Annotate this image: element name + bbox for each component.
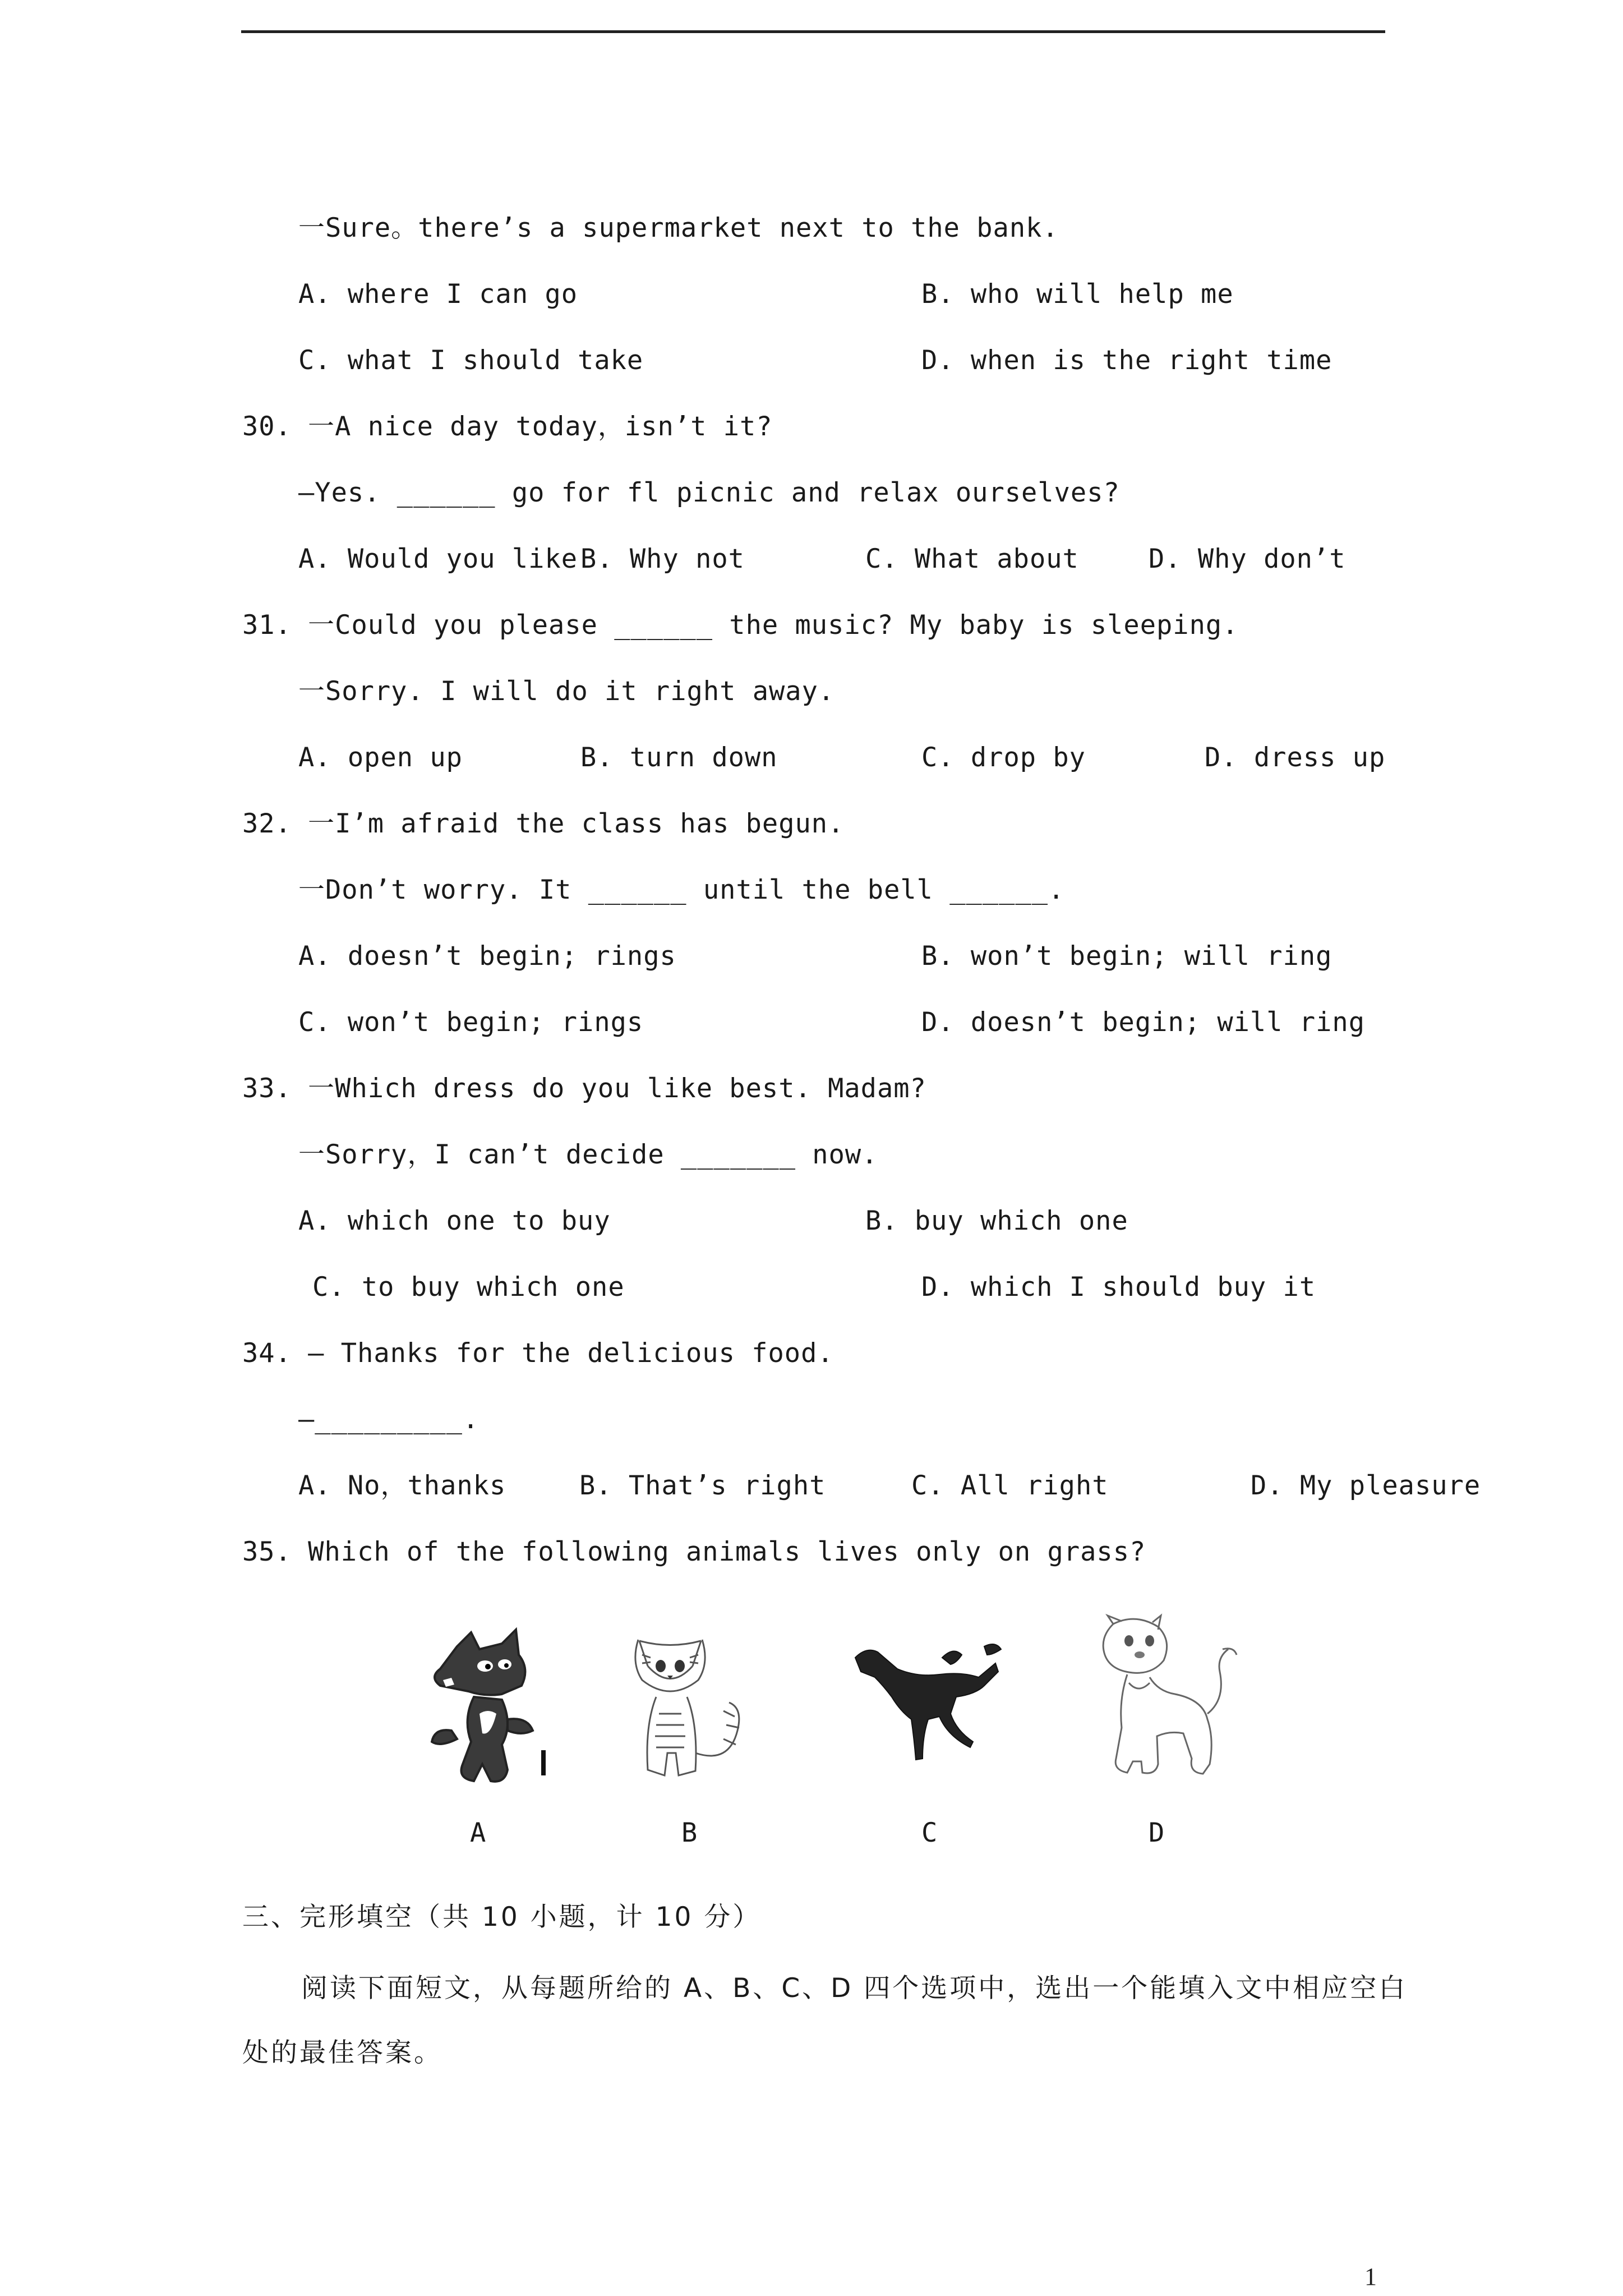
section-instruction-line2: 处的最佳答案。 [242, 2037, 442, 2068]
section-instruction-line1: 阅读下面短文，从每题所给的 A、B、C、D 四个选项中，选出一个能填入文中相应空白 [301, 1973, 1408, 2004]
q30-option-a: A. Would you like [298, 544, 578, 574]
q32-question: 32. 一I’m afraid the class has begun. [242, 808, 845, 839]
q33-response: 一Sorry，I can’t decide _______ now. [298, 1139, 878, 1170]
horse-icon [844, 1624, 1007, 1770]
section-heading: 三、完形填空（共 10 小题，计 10 分） [242, 1902, 762, 1932]
q33-question: 33. 一Which dress do you like best. Madam? [242, 1073, 926, 1104]
wolf-icon [418, 1624, 558, 1792]
q35-label-a: A [470, 1818, 487, 1848]
q35-label-d: D [1149, 1818, 1165, 1848]
q30-question: 30. 一A nice day today，isn’t it? [242, 411, 773, 442]
q34-option-d: D. My pleasure [1251, 1470, 1481, 1501]
q32-option-b: B. won’t begin; will ring [921, 941, 1332, 972]
q29-option-c: C. what I should take [298, 345, 644, 376]
q33-option-a: A. which one to buy [298, 1205, 611, 1236]
q30-response: —Yes. ______ go for fl picnic and relax ourselves? [298, 477, 1120, 508]
q30-option-b: B. Why not [580, 544, 745, 574]
q34-response: —_________. [298, 1404, 479, 1435]
q33-option-d: D. which I should buy it [921, 1272, 1316, 1303]
q34-option-b: B. That’s right [579, 1470, 826, 1501]
q30-option-c: C. What about [865, 544, 1079, 574]
q31-option-b: B. turn down [580, 742, 778, 773]
q33-option-b: B. buy which one [865, 1205, 1128, 1236]
q32-option-d: D. doesn’t begin; will ring [921, 1007, 1366, 1038]
q32-option-a: A. doesn’t begin; rings [298, 941, 676, 972]
page-number: 1 [1364, 2263, 1377, 2290]
q34-option-a: A. No，thanks [298, 1470, 506, 1501]
q35-label-b: B [681, 1818, 698, 1848]
q29-option-b: B. who will help me [921, 279, 1234, 310]
q31-option-d: D. dress up [1205, 742, 1386, 773]
q32-option-c: C. won’t begin; rings [298, 1007, 644, 1038]
q29-option-d: D. when is the right time [921, 345, 1332, 376]
q35-question: 35. Which of the following animals lives only on grass? [242, 1536, 1146, 1567]
q31-option-c: C. drop by [921, 742, 1086, 773]
q29-option-a: A. where I can go [298, 279, 578, 310]
q34-option-c: C. All right [911, 1470, 1109, 1501]
q31-question: 31. 一Could you please ______ the music? My baby is sleeping. [242, 610, 1239, 641]
q34-question: 34. — Thanks for the delicious food. [242, 1338, 834, 1369]
q31-option-a: A. open up [298, 742, 463, 773]
q35-label-c: C [921, 1818, 938, 1848]
q31-response: 一Sorry. I will do it right away. [298, 676, 835, 707]
lion-cub-icon [1080, 1610, 1248, 1781]
cat-icon [617, 1624, 763, 1792]
q32-response: 一Don’t worry. It ______ until the bell ______. [298, 875, 1065, 905]
q33-option-c: C. to buy which one [312, 1272, 625, 1303]
header-rule [241, 30, 1385, 33]
q29-answer-line: 一Sure。there’s a supermarket next to the bank. [298, 213, 1059, 243]
q30-option-d: D. Why don’t [1149, 544, 1346, 574]
